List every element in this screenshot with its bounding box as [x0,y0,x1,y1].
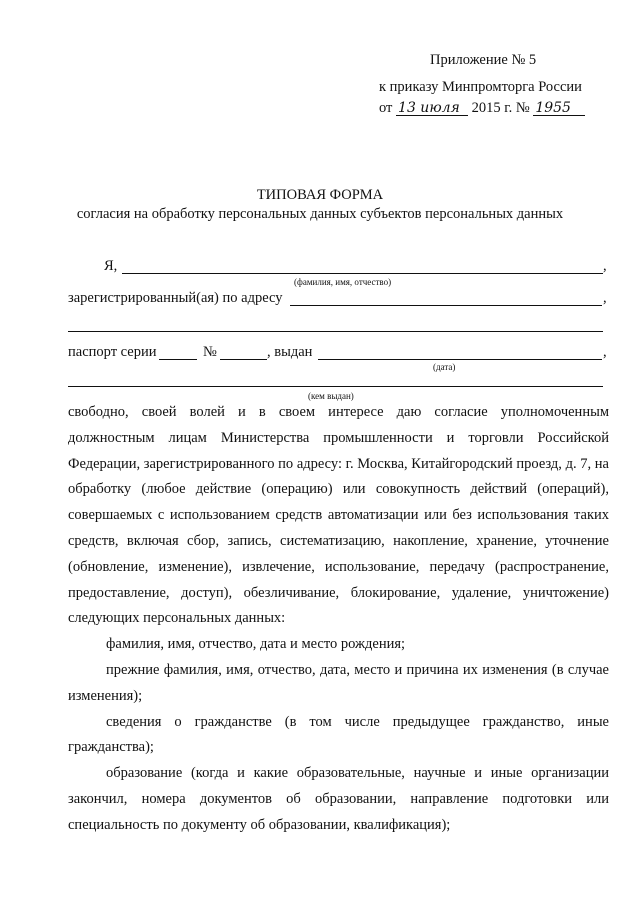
order-reference: к приказу Минпромторга России [379,79,582,95]
date-prefix: от [379,100,393,116]
passport-number-field[interactable] [220,359,267,360]
fio-field[interactable] [122,273,603,274]
passport-series-label: паспорт серии [68,344,157,360]
issued-by-caption: (кем выдан) [308,391,354,401]
list-item: прежние фамилия, имя, отчество, дата, место и причина их изменения (в случае изменения); [68,661,609,704]
handwritten-date: 13 июля [396,101,468,116]
order-date-line [379,100,585,117]
i-label: Я, [104,258,118,274]
list-item: сведения о гражданстве (в том числе предыдущее гражданство, иные гражданства); [68,713,609,756]
consent-body [68,400,609,839]
order-year: 2015 г. № [471,100,530,116]
form-title: ТИПОВАЯ ФОРМА [256,187,384,203]
passport-comma: , [603,344,607,360]
address-label: зарегистрированный(ая) по адресу [68,290,283,306]
appendix-number: Приложение № 5 [430,52,537,68]
list-item: образование (когда и какие образовательные, научные и иные организации закончил, номера документов об образовании, направление подготовки или специальность по документу об образовании, квалификация); [68,765,609,833]
handwritten-number: 1955 [533,101,585,116]
passport-series-field[interactable] [159,359,197,360]
issue-date-field[interactable] [318,359,602,360]
fio-caption: (фамилия, имя, отчество) [294,277,392,287]
issued-label: , выдан [267,344,313,360]
date-caption: (дата) [433,362,456,372]
address-comma: , [603,290,607,306]
list-item: фамилия, имя, отчество, дата и место рождения; [106,636,406,653]
passport-number-label: № [203,344,217,360]
issued-by-field[interactable] [68,386,603,387]
fio-comma: , [603,258,607,274]
address-field[interactable] [290,305,602,306]
address-field-line-2[interactable] [68,331,603,332]
consent-paragraph: свободно, своей волей и в своем интересе даю согласие уполномоченным должностным лицам Министерства промышленности и торговли Российской Федерации, зарегистрированного по адресу: г. Москва, Китайгородский проезд, д. 7, на обработку (любое действие (операцию) или совокупность действий (операций), совершаемых с использованием средств автоматизации или без использования таких средств, включая сбор, запись, систематизацию, накопление, хранение, уточнение (обновление, изменение), извлечение, использование, передачу (распространение, предоставление, доступ), обезличивание, блокирование, удаление, уничтожение) следующих персональных данных: [68,404,609,627]
form-subtitle: согласия на обработку персональных данных субъектов персональных данных [76,206,564,222]
